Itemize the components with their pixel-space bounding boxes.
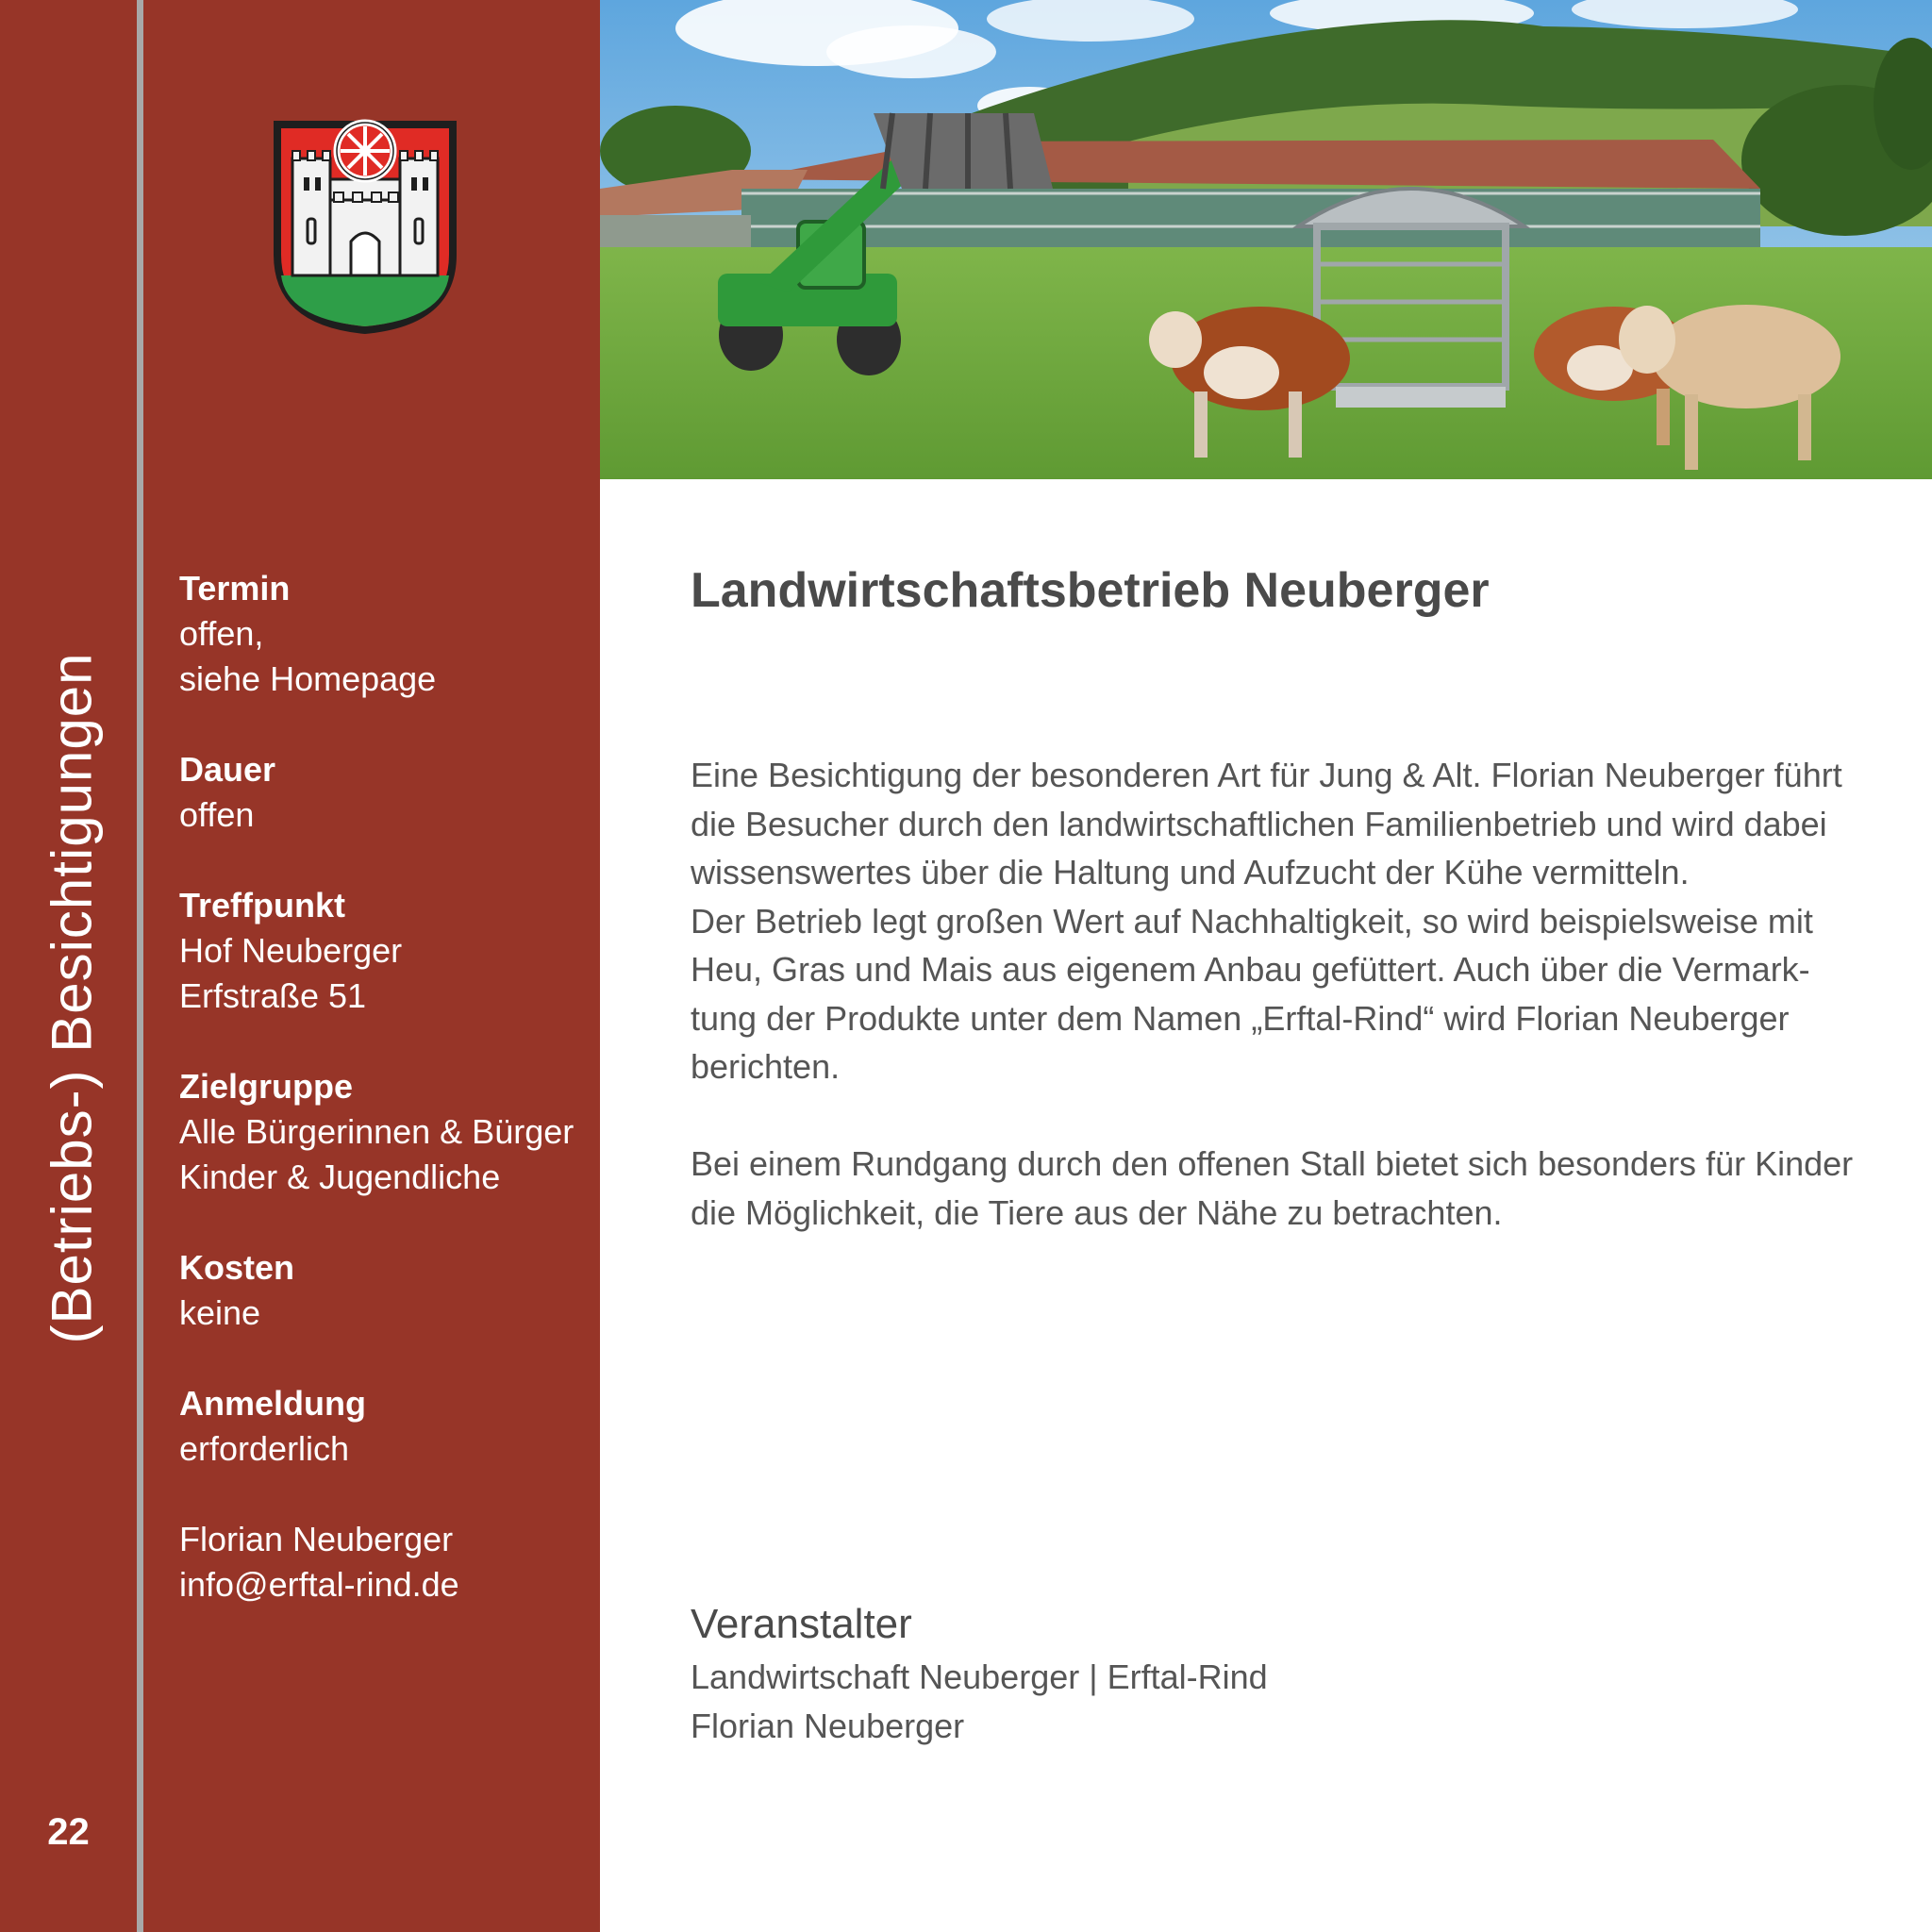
- info-label: Kosten: [179, 1248, 295, 1287]
- info-label: Zielgruppe: [179, 1067, 354, 1106]
- info-list: [179, 566, 594, 1607]
- info-item-kosten: [179, 1245, 594, 1336]
- info-item-treffpunkt: [179, 883, 594, 1019]
- organizer-section: [691, 1596, 1898, 1751]
- contact-info: Florian Neuberger info@erftal-rind.de: [179, 1520, 459, 1604]
- info-value: Alle Bürgerinnen & Bürger Kinder & Jugendliche: [179, 1112, 575, 1196]
- description-text: Eine Besichtigung der besonderen Art für Jung & Alt. Florian Neuberger führt die Besucher durch den landwirtschaftlichen Familienbetrieb und wird dabei wissenswertes über die Haltung und Aufzucht der Kühe vermitteln. Der Betrieb legt großen Wert auf Nachhaltigkeit, so wird beispielsweise mit Heu, Gras und Mais aus eigenem Anbau gefüttert. Auch über die Vermark- tung der Produkte unter dem Namen „Erftal-Rind“ wird Florian Neuberger berichten. Bei einem Rundgang durch den offenen Stall bietet sich besonders für Kinder die Möglichkeit, die Tiere aus der Nähe zu betrachten.: [691, 756, 1854, 1232]
- organizer-title: Veranstalter: [691, 1601, 912, 1647]
- info-item-termin: [179, 566, 594, 702]
- info-item-dauer: [179, 747, 594, 838]
- side-strip: [0, 0, 137, 1932]
- info-label: Dauer: [179, 750, 276, 789]
- info-label: Anmeldung: [179, 1384, 366, 1423]
- organizer-details: Landwirtschaft Neuberger | Erftal-Rind Florian Neuberger: [691, 1657, 1268, 1745]
- info-label: Treffpunkt: [179, 886, 345, 924]
- info-value: keine: [179, 1293, 261, 1332]
- info-value: erforderlich: [179, 1429, 350, 1468]
- page-title: Landwirtschaftsbetrieb Neuberger: [691, 563, 1490, 618]
- main-content: [691, 557, 1898, 1237]
- page-number: 22: [47, 1811, 90, 1853]
- section-title: (Betriebs-) Besichtigungen: [40, 652, 104, 1344]
- farm-photo: [600, 0, 1932, 479]
- info-panel: [143, 0, 600, 1932]
- section-title-container: [0, 0, 137, 1932]
- info-value: offen: [179, 795, 255, 834]
- coat-of-arms-icon: [266, 113, 464, 340]
- info-item-zielgruppe: [179, 1064, 594, 1200]
- info-value: offen, siehe Homepage: [179, 614, 437, 698]
- strip-divider: [137, 0, 143, 1932]
- info-value: Hof Neuberger Erfstraße 51: [179, 931, 403, 1015]
- info-item-anmeldung: [179, 1381, 594, 1472]
- info-label: Termin: [179, 569, 291, 608]
